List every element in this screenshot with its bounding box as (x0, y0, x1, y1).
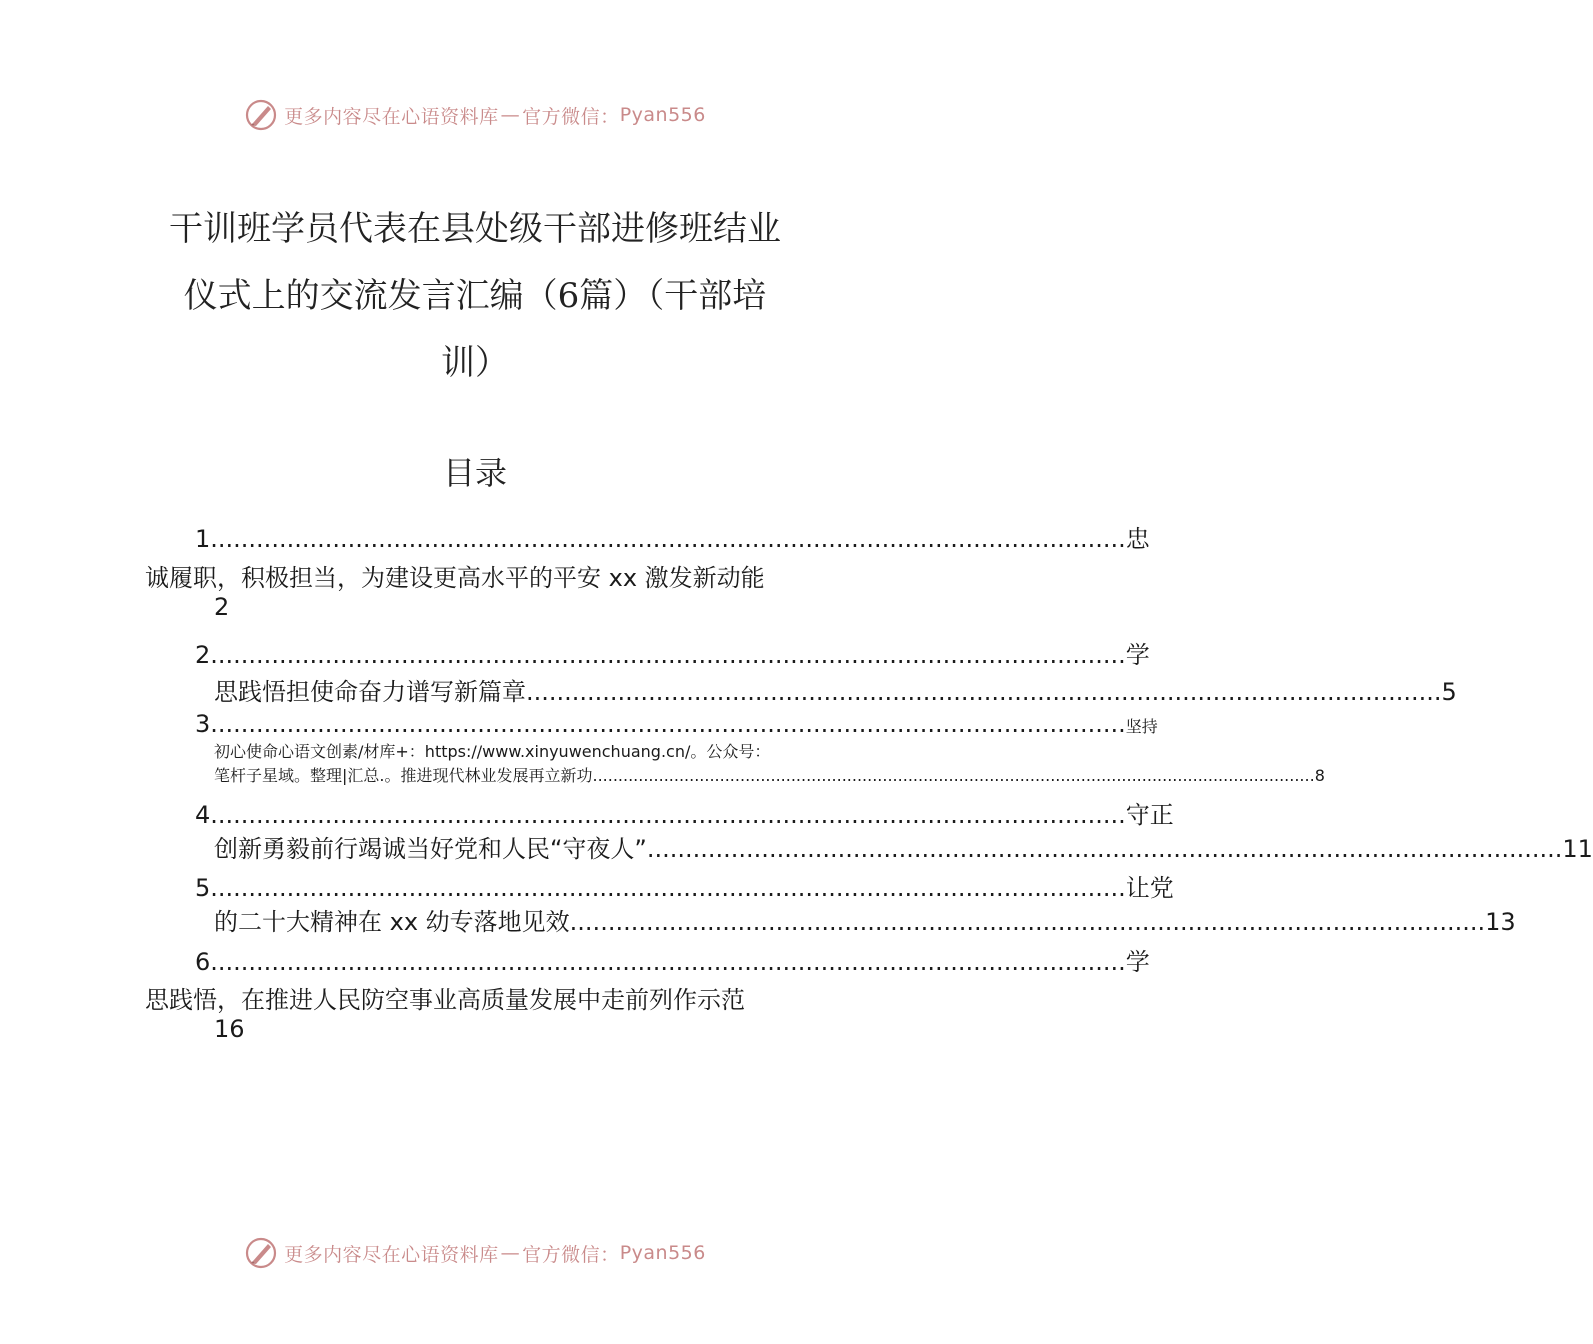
toc-entry-5-leader[interactable] (195, 868, 1174, 903)
dot-leader: ........................................................................................................................ (210, 801, 1126, 829)
banner-wechat-id: Pyan556 (619, 104, 706, 126)
dot-leader: ........................................................................................................................ (526, 678, 1442, 706)
toc-entry-number: 4 (195, 801, 211, 829)
dot-leader: ........................................................................................................................ (210, 641, 1126, 669)
toc-entry-head: 守正 (1125, 801, 1174, 829)
dot-leader: .............................................................................................................................................. (592, 766, 1315, 785)
toc-entry-head: 坚持 (1125, 717, 1158, 736)
toc-entry-page: 5 (1441, 678, 1457, 706)
toc-entry-1-page: 2 (214, 593, 230, 621)
toc-entry-page: 13 (1485, 908, 1516, 936)
banner-text: 更多内容尽在心语资料库 (284, 1243, 499, 1266)
toc-entry-number: 5 (195, 874, 211, 902)
toc-entry-number: 1 (195, 525, 211, 553)
banner-wechat-label: 官方微信： (522, 1243, 620, 1266)
dot-leader: ........................................................................................................................ (569, 908, 1486, 936)
toc-entry-3-leader[interactable] (195, 710, 1158, 738)
toc-entry-6-page: 16 (214, 1015, 245, 1043)
dot-leader: ........................................................................................................................ (210, 710, 1126, 738)
pen-logo-icon (244, 98, 278, 132)
document-title (150, 196, 800, 397)
toc-entry-head: 忠 (1125, 525, 1150, 553)
toc-entry-title: 笔杆子星域。整理|汇总.。推进现代林业发展再立新功 (214, 766, 593, 785)
title-line-2: 仪式上的交流发言汇编（6篇）（干部培 (183, 276, 767, 316)
toc-entry-4-title-row[interactable] (214, 829, 1593, 864)
title-line-1: 干训班学员代表在县处级干部进修班结业 (169, 209, 781, 249)
toc-entry-5-title-row[interactable] (214, 902, 1516, 937)
dot-leader: ........................................................................................................................ (210, 525, 1126, 553)
toc-entry-head: 学 (1125, 641, 1150, 669)
toc-entry-title: 的二十大精神在 xx 幼专落地见效 (214, 908, 570, 936)
dot-leader: ........................................................................................................................ (210, 874, 1126, 902)
toc-entry-number: 3 (195, 710, 211, 738)
header-banner (0, 95, 950, 135)
toc-entry-number: 6 (195, 948, 211, 976)
footer-banner (0, 1233, 950, 1273)
toc-entry-title: 思践悟担使命奋力谱写新篇章 (214, 678, 526, 706)
toc-entry-2-title-row[interactable] (214, 672, 1457, 707)
toc-entry-title: 创新勇毅前行竭诚当好党和人民“守夜人” (214, 835, 647, 863)
toc-entry-2-leader[interactable] (195, 635, 1150, 670)
toc-entry-page: 8 (1314, 766, 1325, 785)
toc-entry-6-title: 思践悟，在推进人民防空事业高质量发展中走前列作示范 (145, 986, 745, 1014)
banner-text: 更多内容尽在心语资料库 (284, 105, 499, 128)
banner-wechat-id: Pyan556 (619, 1242, 706, 1264)
toc-entry-1-title: 诚履职，积极担当，为建设更高水平的平安 xx 激发新动能 (145, 564, 765, 592)
title-line-3: 训） (441, 343, 509, 383)
dot-leader: ........................................................................................................................ (210, 948, 1126, 976)
toc-entry-head: 让党 (1125, 874, 1174, 902)
toc-entry-6-leader[interactable] (195, 942, 1150, 977)
toc-entry-page: 11 (1562, 835, 1593, 863)
dot-leader: ........................................................................................................................ (646, 835, 1563, 863)
toc-entry-1-leader[interactable] (195, 519, 1150, 554)
banner-wechat-label: 官方微信： (522, 105, 620, 128)
banner-dash: — (500, 104, 521, 126)
toc-heading: 目录 (442, 454, 507, 492)
toc-entry-number: 2 (195, 641, 211, 669)
toc-entry-3-title-row[interactable] (214, 763, 1325, 786)
banner-dash: — (500, 1242, 521, 1264)
toc-entry-head: 学 (1125, 948, 1150, 976)
toc-entry-4-leader[interactable] (195, 795, 1174, 830)
pen-logo-icon (244, 1236, 278, 1270)
toc-entry-3-title-1: 初心使命心语文创素/材库+：https://www.xinyuwenchuang.cn/。公众号： (214, 742, 771, 761)
